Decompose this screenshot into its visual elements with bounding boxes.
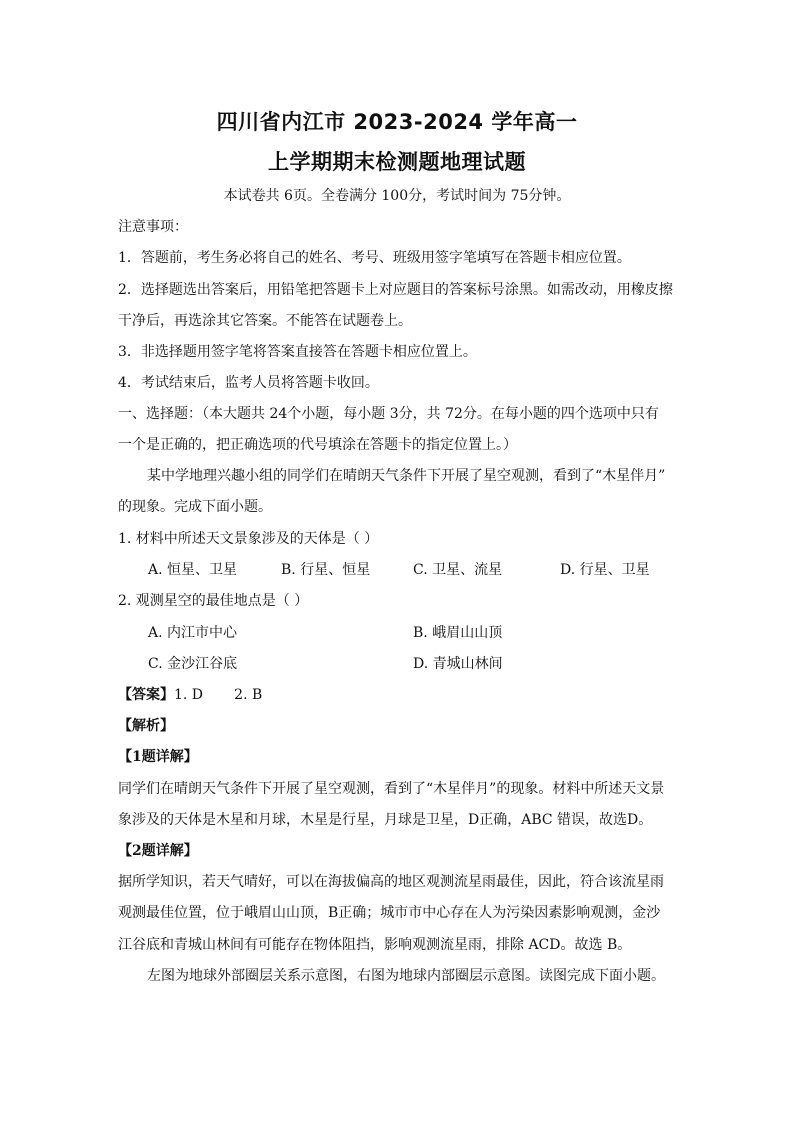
next-material-text: 左图为地球外部圈层关系示意图，右图为地球内部圈层示意图。读图完成下面小题。 xyxy=(147,968,665,984)
notes-heading: 注意事项： xyxy=(118,219,188,235)
detail-2-text: 据所学知识，若天气晴好，可以在海拔偏高的地区观测流星雨最佳，因此，符合该流星雨 xyxy=(118,874,664,890)
answer-label: 【答案】 xyxy=(118,687,174,703)
section-heading-cont: 一个是正确的，把正确选项的代号填涂在答题卡的指定位置上。） xyxy=(118,437,517,453)
question-2-stem: 2. 观测星空的最佳地点是（ ） xyxy=(118,593,309,609)
material-text-cont: 的现象。完成下面小题。 xyxy=(118,499,272,515)
detail-2-text-cont-1: 观测最佳位置，位于峨眉山山顶，B正确；城市市中心存在人为污染因素影响观测，金沙 xyxy=(118,905,661,921)
q1-option-d: D. 行星、卫星 xyxy=(560,562,650,578)
note-item-2: 2．选择题选出答案后，用铅笔把答题卡上对应题目的答案标号涂黑。如需改动，用橡皮擦 xyxy=(118,282,673,298)
note-item-3: 3．非选择题用签字笔将答案直接答在答题卡相应位置上。 xyxy=(118,344,477,360)
analysis-heading: 【解析】 xyxy=(118,718,174,734)
title-line-2: 上学期期末检测题地理试题 xyxy=(268,150,526,174)
detail-1-text: 同学们在晴朗天气条件下开展了星空观测，看到了“木星伴月”的现象。材料中所述天文景 xyxy=(118,781,665,797)
q2-option-d: D. 青城山林间 xyxy=(413,656,503,672)
detail-1-heading: 【1题详解】 xyxy=(118,749,198,765)
q1-option-b: B. 行星、恒星 xyxy=(281,562,371,578)
q2-option-b: B. 峨眉山山顶 xyxy=(413,625,503,641)
note-item-1: 1．答题前，考生务必将自己的姓名、考号、班级用签字笔填写在答题卡相应位置。 xyxy=(118,250,631,266)
answer-values: 1. D 2. B xyxy=(174,687,263,703)
question-1-stem: 1. 材料中所述天文景象涉及的天体是（ ） xyxy=(118,531,379,547)
q2-option-a: A. 内江市中心 xyxy=(148,625,238,641)
detail-2-heading: 【2题详解】 xyxy=(118,843,198,859)
q1-option-c: C. 卫星、流星 xyxy=(413,562,503,578)
detail-2-text-cont-2: 江谷底和青城山林间有可能存在物体阻挡，影响观测流星雨，排除 ACD。故选 B。 xyxy=(118,937,632,953)
q1-option-a: A. 恒星、卫星 xyxy=(148,562,238,578)
exam-intro: 本试卷共 6页。全卷满分 100分，考试时间为 75分钟。 xyxy=(223,188,571,204)
material-text: 某中学地理兴趣小组的同学们在晴朗天气条件下开展了星空观测，看到了“木星伴月” xyxy=(147,468,666,484)
q2-option-c: C. 金沙江谷底 xyxy=(148,656,238,672)
section-heading: 一、选择题：（本大题共 24个小题，每小题 3分，共 72分。在每小题的四个选项中只有 xyxy=(118,406,659,422)
answer-row xyxy=(118,686,678,704)
detail-1-text-cont: 象涉及的天体是木星和月球，木星是行星，月球是卫星，D正确，ABC 错误，故选D。 xyxy=(118,812,653,828)
title-line-1: 四川省内江市 2023-2024 学年高一 xyxy=(216,110,578,134)
note-item-2-cont: 干净后，再选涂其它答案。不能答在试题卷上。 xyxy=(118,313,412,329)
note-item-4: 4．考试结束后，监考人员将答题卡收回。 xyxy=(118,375,379,391)
